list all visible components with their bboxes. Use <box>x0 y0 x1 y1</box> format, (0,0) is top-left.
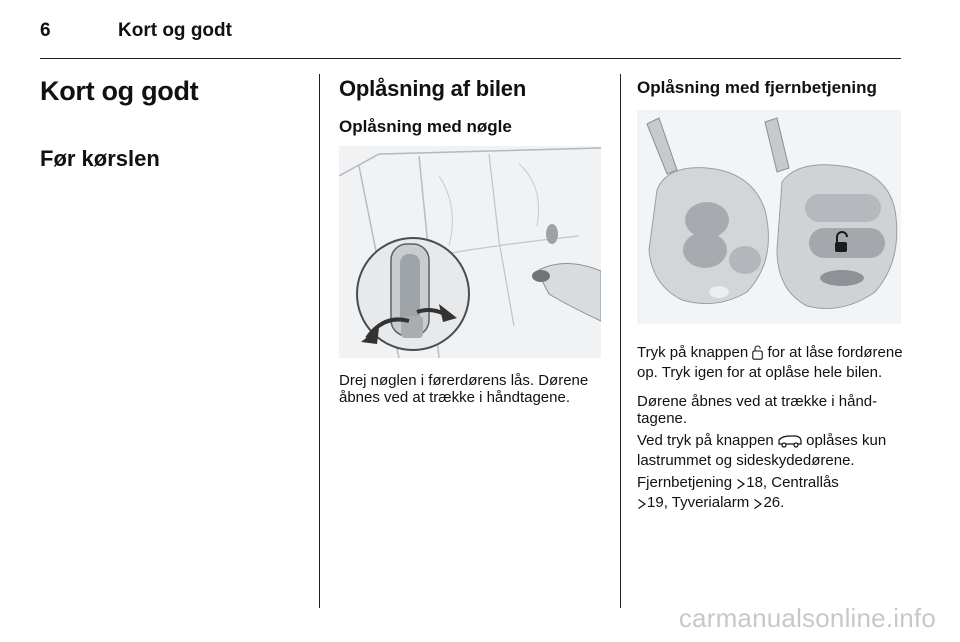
column-divider-1 <box>319 74 320 608</box>
remote-unlock-paragraph-1: Tryk på knappen for at låse fordørene op. Tryk igen for at oplåse hele bilen. <box>637 344 903 381</box>
column-divider-2 <box>620 74 621 608</box>
page-ref-link-26[interactable]: 26 <box>763 494 781 511</box>
door-key-caption: Drej nøglen i førerdørens lås. Dørene åbnes ved at trække i håndtagene. <box>339 372 589 406</box>
remote-unlock-heading: Oplåsning med fjernbetjening <box>637 78 877 97</box>
chapter-title: Kort og godt <box>40 76 199 106</box>
page-reference-icon <box>753 497 763 514</box>
page-ref-link-19[interactable]: 19 <box>647 494 664 511</box>
watermark: carmanualsonline.info <box>678 603 936 633</box>
remote-unlock-paragraph-3: Ved tryk på knappen oplåses kun lastrummet og sideskydedørene. <box>637 432 887 469</box>
remote-unlock-paragraph-2: Dørene åbnes ved at trække i håndtagene. <box>637 393 878 427</box>
unlock-with-key-heading: Oplåsning med nøgle <box>339 117 512 136</box>
running-header-title: Kort og godt <box>118 20 232 41</box>
page-ref-link-18[interactable]: 18 <box>746 474 763 491</box>
header-rule <box>40 58 901 59</box>
page-number: 6 <box>40 20 51 41</box>
unlock-car-heading: Oplåsning af bilen <box>339 76 527 101</box>
van-rear-icon <box>778 435 802 452</box>
page-reference-icon <box>637 497 647 514</box>
page-reference-icon <box>736 477 746 494</box>
remote-key-illustration <box>637 110 901 324</box>
door-key-illustration <box>339 146 601 358</box>
section-title: Før kørslen <box>40 146 160 171</box>
cross-reference-paragraph: Fjernbetjening 18, Centrallås 19, Tyverialarm 26. <box>637 474 907 514</box>
unlock-icon <box>752 345 763 364</box>
